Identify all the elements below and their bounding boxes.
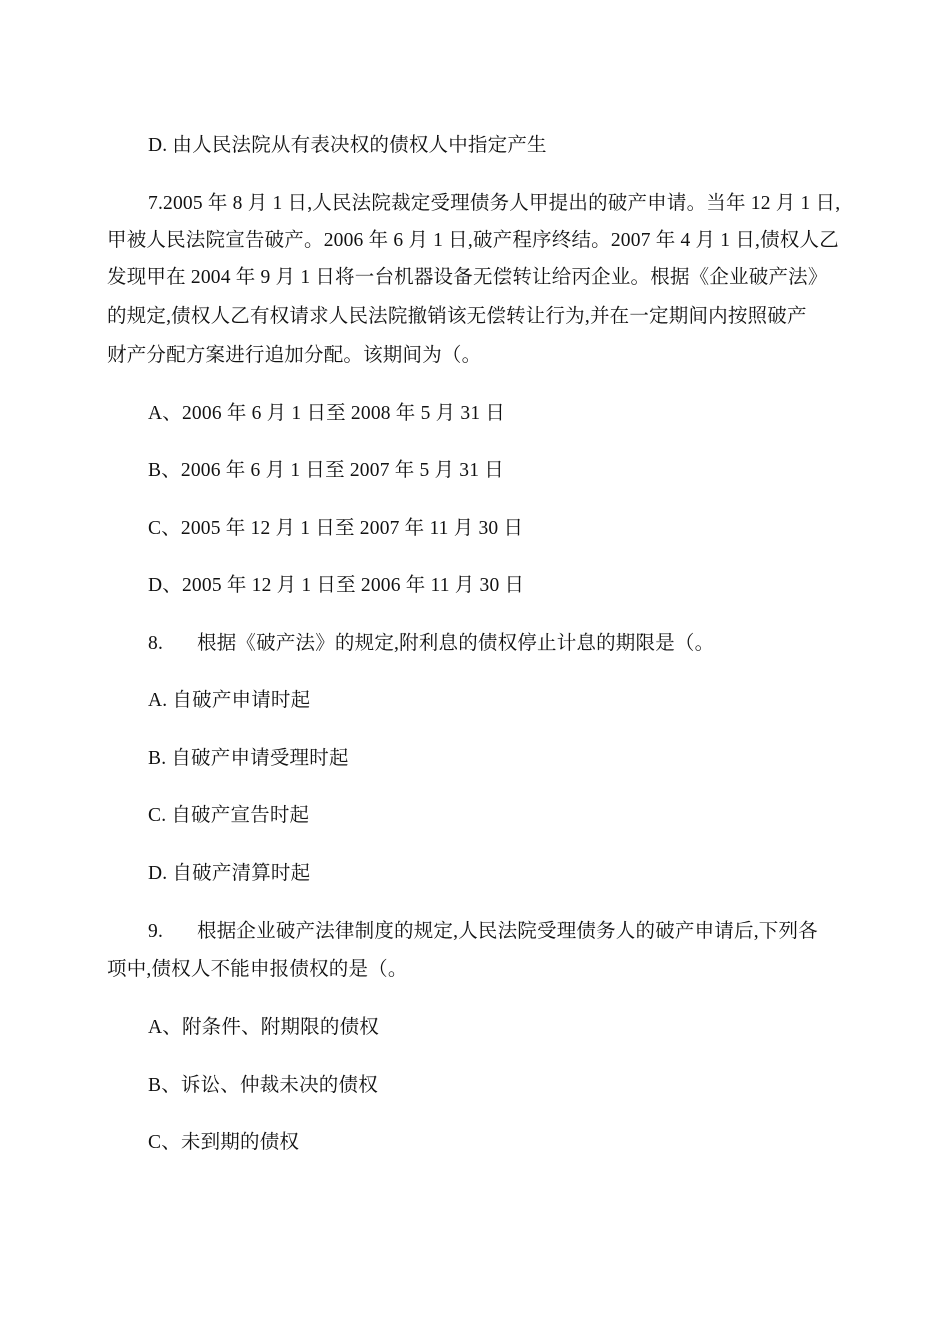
q8-option-c: C. 自破产宣告时起 xyxy=(148,805,310,826)
q8-number: 8. xyxy=(148,633,164,654)
q8-option-a: A. 自破产申请时起 xyxy=(148,690,311,711)
q9-stem-line-1 xyxy=(148,917,818,946)
q7-stem-line-2: 甲被人民法院宣告破产。2006 年 6 月 1 日,破产程序终结。2007 年 4 月 1 日,债权人乙 xyxy=(107,230,839,251)
q8-option-d: D. 自破产清算时起 xyxy=(148,863,311,884)
q7-stem-line-5: 财产分配方案进行追加分配。该期间为（。 xyxy=(107,345,482,366)
q7-option-d: D、2005 年 12 月 1 日至 2006 年 11 月 30 日 xyxy=(148,575,525,596)
q8-stem-text: 根据《破产法》的规定,附利息的债权停止计息的期限是（。 xyxy=(197,633,715,654)
q6-option-d: D. 由人民法院从有表决权的债权人中指定产生 xyxy=(148,135,547,156)
q9-stem-line-2: 项中,债权人不能申报债权的是（。 xyxy=(107,959,408,980)
q7-stem-line-1: 7.2005 年 8 月 1 日,人民法院裁定受理债务人甲提出的破产申请。当年 12 月 1 日, xyxy=(148,193,841,214)
q7-stem-line-4: 的规定,债权人乙有权请求人民法院撤销该无偿转让行为,并在一定期间内按照破产 xyxy=(107,306,807,327)
q9-option-a: A、附条件、附期限的债权 xyxy=(148,1017,379,1038)
q8-option-b: B. 自破产申请受理时起 xyxy=(148,748,349,769)
q7-option-c: C、2005 年 12 月 1 日至 2007 年 11 月 30 日 xyxy=(148,518,524,539)
q9-number: 9. xyxy=(148,921,164,942)
q7-option-b: B、2006 年 6 月 1 日至 2007 年 5 月 31 日 xyxy=(148,460,504,481)
q8-stem xyxy=(148,629,714,658)
q9-stem-text-1: 根据企业破产法律制度的规定,人民法院受理债务人的破产申请后,下列各 xyxy=(197,921,818,942)
q9-option-b: B、诉讼、仲裁未决的债权 xyxy=(148,1075,378,1096)
q7-stem-line-3: 发现甲在 2004 年 9 月 1 日将一台机器设备无偿转让给丙企业。根据《企业破产法》 xyxy=(107,267,828,288)
q9-option-c: C、未到期的债权 xyxy=(148,1132,300,1153)
q7-option-a: A、2006 年 6 月 1 日至 2008 年 5 月 31 日 xyxy=(148,403,506,424)
